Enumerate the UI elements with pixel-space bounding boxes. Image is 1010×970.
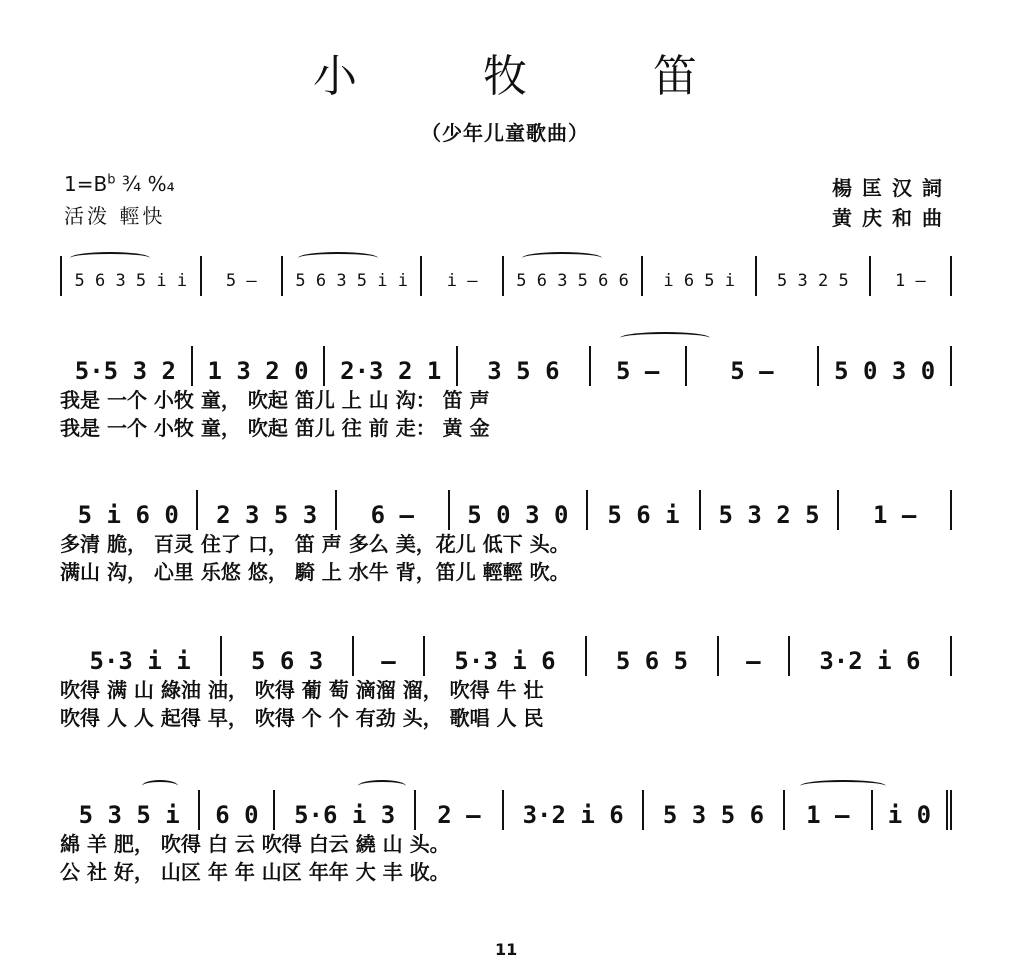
- measure: 5 6 3 5 6 6: [504, 256, 644, 296]
- lyrics-verse-2: 我是 一个 小牧 童， 吹起 笛儿 往 前 走： 黄 金: [60, 416, 490, 440]
- measure: i 6 5 i: [643, 256, 757, 296]
- measure: 5 6 3: [222, 636, 354, 676]
- measure: 1 —: [839, 490, 952, 530]
- lyricist-credit: 楊匡汉詞: [832, 176, 952, 200]
- measure: 5 6 i: [588, 490, 701, 530]
- measure: 5 0 3 0: [450, 490, 588, 530]
- staff-line-2: [60, 490, 952, 586]
- measure: i 0: [873, 790, 952, 830]
- slur: [142, 780, 178, 792]
- intro-staff: [60, 256, 952, 296]
- measure: 2·3 2 1: [325, 346, 458, 386]
- measure: 5 —: [591, 346, 687, 386]
- measure: 5 6 5: [587, 636, 719, 676]
- measure: 2 3 5 3: [198, 490, 336, 530]
- staff-line-3: [60, 636, 952, 732]
- tempo-marking: 活泼 輕快: [64, 204, 166, 228]
- lyrics-verse-1: 綿 羊 肥， 吹得 白 云 吹得 白云 繞 山 头。: [60, 832, 450, 856]
- measure: 5 —: [687, 346, 820, 386]
- key-prefix: 1=B: [64, 172, 108, 196]
- measure: —: [354, 636, 425, 676]
- measure: 5 3 2 5: [701, 490, 839, 530]
- measure: 5 3 2 5: [757, 256, 871, 296]
- measure: 5 i 6 0: [60, 490, 198, 530]
- measure: 1 —: [871, 256, 952, 296]
- composer-credit: 黄庆和曲: [832, 206, 952, 230]
- measure: 1 3 2 0: [193, 346, 326, 386]
- slur: [800, 780, 886, 792]
- time-signature: ¾ %₄: [115, 172, 175, 196]
- measure: 6 —: [337, 490, 450, 530]
- measure: 5·3 i i: [60, 636, 222, 676]
- measure: —: [719, 636, 790, 676]
- staff-line-4: [60, 790, 952, 886]
- lyrics-verse-2: 满山 沟， 心里 乐悠 悠， 騎 上 水牛 背，笛儿 輕輕 吹。: [60, 560, 570, 584]
- measure: 5 0 3 0: [819, 346, 952, 386]
- measure: 1 —: [785, 790, 873, 830]
- measure: 5·3 i 6: [425, 636, 587, 676]
- measure: 2 —: [416, 790, 504, 830]
- measure: 5 6 3 5 i i: [283, 256, 423, 296]
- slur: [358, 780, 406, 792]
- measure: i —: [422, 256, 503, 296]
- lyrics-verse-1: 我是 一个 小牧 童， 吹起 笛儿 上 山 沟： 笛 声: [60, 388, 490, 412]
- lyrics-verse-2: 公 社 好， 山区 年 年 山区 年年 大 丰 收。: [60, 860, 450, 884]
- measure: 5 6 3 5 i i: [60, 256, 202, 296]
- lyrics-verse-2: 吹得 人 人 起得 早， 吹得 个 个 有劲 头， 歌唱 人 民: [60, 706, 544, 730]
- slur: [522, 252, 602, 264]
- measure: 3·2 i 6: [790, 636, 952, 676]
- measure: 6 0: [200, 790, 275, 830]
- slur: [620, 332, 710, 344]
- measure: 3·2 i 6: [504, 790, 644, 830]
- measure: 5 —: [202, 256, 283, 296]
- staff-line-1: [60, 346, 952, 442]
- measure: 3 5 6: [458, 346, 591, 386]
- song-subtitle: （少年儿童歌曲）: [421, 121, 589, 145]
- measure: 5·5 3 2: [60, 346, 193, 386]
- measure: 5 3 5 i: [60, 790, 200, 830]
- song-title: 小 牧 笛: [313, 51, 753, 102]
- key-flat: b: [107, 172, 116, 188]
- measure: 5·6 i 3: [275, 790, 415, 830]
- slur: [70, 252, 150, 264]
- key-signature: [64, 172, 175, 196]
- lyrics-verse-1: 吹得 满 山 綠油 油， 吹得 葡 萄 滴溜 溜， 吹得 牛 壮: [60, 678, 544, 702]
- slur: [298, 252, 378, 264]
- page-number: 11: [495, 940, 518, 959]
- measure: 5 3 5 6: [644, 790, 784, 830]
- lyrics-verse-1: 多清 脆， 百灵 住了 口， 笛 声 多么 美，花儿 低下 头。: [60, 532, 570, 556]
